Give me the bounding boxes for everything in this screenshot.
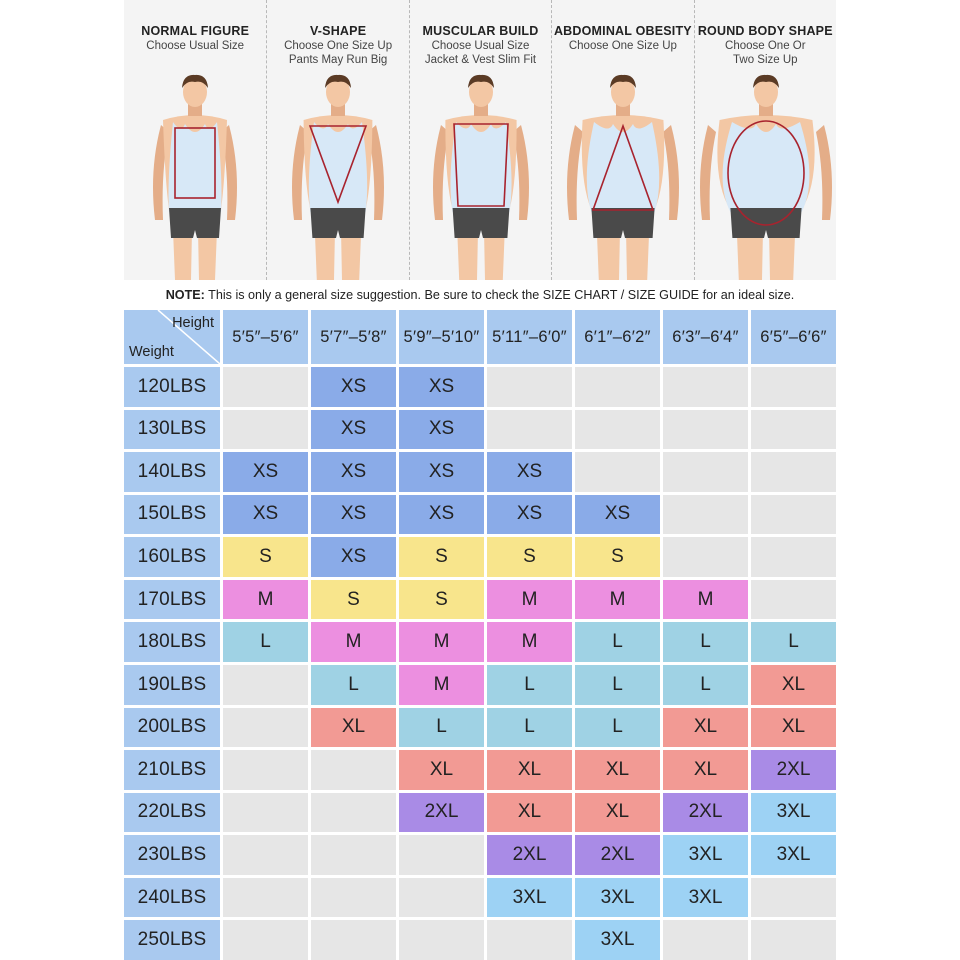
size-cell: M (223, 580, 308, 620)
size-cell: L (751, 622, 836, 662)
size-cell: 2XL (487, 835, 572, 875)
size-note (124, 288, 836, 302)
size-cell: XL (751, 708, 836, 748)
empty-cell (663, 537, 748, 577)
empty-cell (751, 452, 836, 492)
size-cell: XL (575, 750, 660, 790)
empty-cell (751, 537, 836, 577)
size-cell: S (311, 580, 396, 620)
figure-ellipse (694, 0, 836, 280)
height-header: 5′7″–5′8″ (311, 310, 396, 364)
size-cell: 2XL (663, 793, 748, 833)
size-cell: L (663, 665, 748, 705)
size-cell: XL (751, 665, 836, 705)
empty-cell (223, 750, 308, 790)
weight-header: 140LBS (124, 452, 220, 492)
table-corner-header (124, 310, 220, 364)
empty-cell (751, 367, 836, 407)
empty-cell (751, 580, 836, 620)
size-cell: XS (399, 452, 484, 492)
weight-header: 160LBS (124, 537, 220, 577)
weight-header: 240LBS (124, 878, 220, 918)
figure-rectangle (124, 0, 266, 280)
empty-cell (223, 665, 308, 705)
figure-name: MUSCULAR BUILD (422, 24, 539, 38)
empty-cell (487, 920, 572, 960)
weight-header: 210LBS (124, 750, 220, 790)
size-cell: XS (311, 452, 396, 492)
figure-v-illustration (267, 70, 409, 280)
size-cell: L (663, 622, 748, 662)
empty-cell (663, 920, 748, 960)
size-cell: XL (487, 793, 572, 833)
empty-cell (751, 495, 836, 535)
weight-header: 200LBS (124, 708, 220, 748)
size-cell: XS (399, 410, 484, 450)
weight-header: 230LBS (124, 835, 220, 875)
body-shape-figures (124, 0, 836, 280)
empty-cell (223, 835, 308, 875)
empty-cell (399, 920, 484, 960)
size-cell: M (399, 622, 484, 662)
weight-header: 250LBS (124, 920, 220, 960)
size-cell: L (575, 665, 660, 705)
note-label: NOTE: (165, 288, 205, 302)
height-axis-label: Height (172, 315, 214, 331)
size-cell: XS (311, 495, 396, 535)
size-cell: L (575, 622, 660, 662)
empty-cell (311, 793, 396, 833)
figure-tip: Choose Usual Size (146, 40, 245, 52)
size-cell: M (663, 580, 748, 620)
figure-tip: Choose One Size Up Pants May Run Big (284, 40, 393, 66)
figure-triangle-illustration (552, 70, 694, 280)
size-cell: 3XL (751, 793, 836, 833)
weight-header: 220LBS (124, 793, 220, 833)
size-cell: S (399, 580, 484, 620)
empty-cell (751, 878, 836, 918)
figure-rectangle-illustration (124, 70, 266, 280)
size-cell: L (575, 708, 660, 748)
empty-cell (575, 367, 660, 407)
weight-header: 180LBS (124, 622, 220, 662)
size-cell: XL (311, 708, 396, 748)
size-cell: 3XL (487, 878, 572, 918)
empty-cell (223, 367, 308, 407)
figure-tip: Choose One Size Up (568, 40, 677, 52)
figure-tip: Choose One Or Two Size Up (725, 40, 806, 66)
weight-header: 150LBS (124, 495, 220, 535)
size-cell: M (399, 665, 484, 705)
size-cell: XL (399, 750, 484, 790)
weight-header: 170LBS (124, 580, 220, 620)
figure-name: V-SHAPE (309, 24, 367, 38)
weight-header: 120LBS (124, 367, 220, 407)
size-cell: S (487, 537, 572, 577)
figure-triangle (551, 0, 693, 280)
size-cell: 3XL (575, 920, 660, 960)
size-chart-table (124, 310, 836, 960)
weight-axis-label: Weight (129, 344, 174, 360)
size-cell: S (575, 537, 660, 577)
size-cell: XL (575, 793, 660, 833)
empty-cell (575, 452, 660, 492)
empty-cell (223, 793, 308, 833)
empty-cell (311, 835, 396, 875)
empty-cell (663, 410, 748, 450)
size-cell: XL (663, 750, 748, 790)
empty-cell (663, 452, 748, 492)
size-cell: 3XL (663, 835, 748, 875)
size-cell: 3XL (575, 878, 660, 918)
size-cell: L (487, 708, 572, 748)
note-text: This is only a general size suggestion. Be sure to check the SIZE CHART / SIZE GUIDE for an ideal size. (208, 288, 795, 302)
size-cell: S (223, 537, 308, 577)
figure-name: ROUND BODY SHAPE (697, 24, 833, 38)
empty-cell (487, 410, 572, 450)
empty-cell (311, 750, 396, 790)
height-header: 6′3″–6′4″ (663, 310, 748, 364)
size-cell: L (487, 665, 572, 705)
empty-cell (751, 410, 836, 450)
empty-cell (311, 920, 396, 960)
size-cell: XS (399, 495, 484, 535)
size-cell: XS (487, 495, 572, 535)
empty-cell (399, 835, 484, 875)
size-cell: XS (311, 410, 396, 450)
empty-cell (223, 878, 308, 918)
empty-cell (663, 495, 748, 535)
size-cell: XS (487, 452, 572, 492)
empty-cell (575, 410, 660, 450)
figure-trapezoid-illustration (410, 70, 552, 280)
empty-cell (223, 410, 308, 450)
empty-cell (751, 920, 836, 960)
figure-name: ABDOMINAL OBESITY (553, 24, 692, 38)
size-cell: XS (223, 452, 308, 492)
size-cell: XS (311, 537, 396, 577)
size-cell: XS (311, 367, 396, 407)
height-header: 5′5″–5′6″ (223, 310, 308, 364)
empty-cell (663, 367, 748, 407)
size-cell: M (311, 622, 396, 662)
empty-cell (311, 878, 396, 918)
weight-header: 190LBS (124, 665, 220, 705)
size-cell: 2XL (399, 793, 484, 833)
size-cell: 2XL (575, 835, 660, 875)
height-header: 6′1″–6′2″ (575, 310, 660, 364)
height-header: 6′5″–6′6″ (751, 310, 836, 364)
size-cell: 3XL (663, 878, 748, 918)
size-cell: L (223, 622, 308, 662)
figure-tip: Choose Usual Size Jacket & Vest Slim Fit (424, 40, 537, 66)
size-cell: 3XL (751, 835, 836, 875)
size-cell: XS (223, 495, 308, 535)
weight-header: 130LBS (124, 410, 220, 450)
empty-cell (223, 920, 308, 960)
size-cell: XS (575, 495, 660, 535)
size-cell: XS (399, 367, 484, 407)
empty-cell (487, 367, 572, 407)
size-cell: 2XL (751, 750, 836, 790)
size-cell: XL (663, 708, 748, 748)
height-header: 5′9″–5′10″ (399, 310, 484, 364)
empty-cell (223, 708, 308, 748)
size-cell: S (399, 537, 484, 577)
height-header: 5′11″–6′0″ (487, 310, 572, 364)
figure-name: NORMAL FIGURE (141, 24, 250, 38)
figure-v (266, 0, 408, 280)
size-cell: M (487, 580, 572, 620)
size-cell: XL (487, 750, 572, 790)
size-cell: M (487, 622, 572, 662)
size-cell: L (311, 665, 396, 705)
figure-ellipse-illustration (695, 70, 837, 280)
size-cell: M (575, 580, 660, 620)
size-cell: L (399, 708, 484, 748)
figure-trapezoid (409, 0, 551, 280)
empty-cell (399, 878, 484, 918)
